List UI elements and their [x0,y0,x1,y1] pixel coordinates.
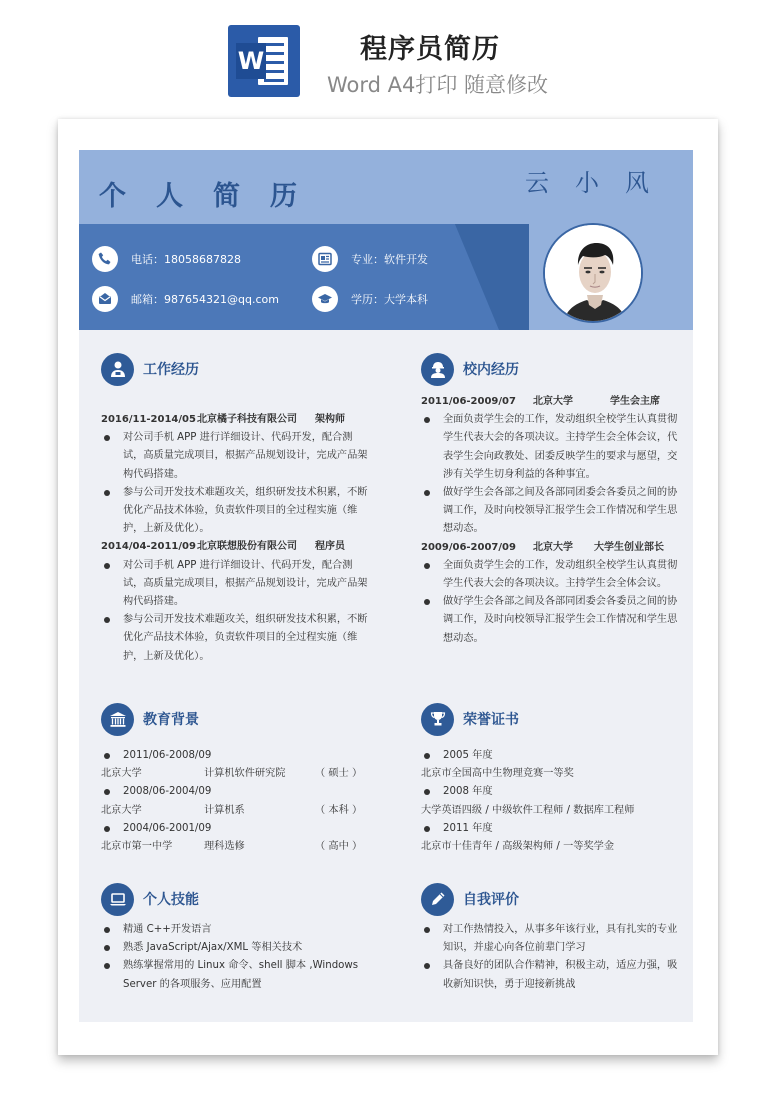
banner-title: 程序员简历 [360,34,500,65]
list-item: 做好学生会各部之间及各部同团委会各委员之间的协调工作，及时向校领导汇报学生会工作情况和学生思想动态。 [421,593,681,648]
list-item: 对公司手机 APP 进行详细设计、代码开发，配合测试，高质量完成项目，根据产品规划设计，完成产品架构代码搭建。 [101,429,371,484]
list-item: 熟练掌握常用的 Linux 命令、shell 脚本 ,Windows Server 的各项服务、应用配置 [101,957,371,993]
banner-subtitle: Word A4打印 随意修改 [327,73,549,97]
person-icon [101,353,134,386]
section-campus [421,352,681,648]
graduation-cap-icon [312,286,338,312]
list-item: 参与公司开发技术难题攻关，组织研发技术积累，不断优化产品技术体验，负责软件项目的全过程实施（维护，上新及优化）。 [101,611,371,666]
honor-year: 2008 年度 [421,783,681,801]
list-item: 具备良好的团队合作精神，积极主动，适应力强，吸收新知识快，勇于迎接新挑战 [421,957,683,993]
section-self-eval [421,882,683,994]
list-item: 全面负责学生会的工作，发动组织全校学生认真贯彻学生代表大会的各项决议。主持学生会全体会议。 [421,557,681,593]
section-education [101,702,371,856]
resume-paper [58,119,718,1055]
edu-row: 北京市第一中学 理科选修 （ 高中 ） [101,841,363,853]
word-logo-letter: W [236,43,266,79]
campus-duties [421,557,681,648]
avatar [543,223,643,323]
edu-row: 北京大学 计算机软件研究院 （ 硕士 ） [101,768,363,780]
resume-title: 个人简历 [99,181,327,212]
job-duties [101,557,371,666]
skills-list [101,921,371,994]
honor-year: 2011 年度 [421,820,681,838]
list-item: 对工作热情投入，从事多年该行业，具有扎实的专业知识，并虚心向各位前辈门学习 [421,921,683,957]
list-item: 熟悉 JavaScript/Ajax/XML 等相关技术 [101,939,371,957]
honor-detail: 北京市全国高中生物理竞赛一等奖 [421,768,574,780]
phone-icon [92,246,118,272]
section-skills [101,882,371,994]
job-heading: 2014/04-2011/09北京联想股份有限公司 程序员 [101,541,345,553]
resume-sheet [79,150,693,1022]
word-logo-icon [228,25,300,97]
honor-detail: 大学英语四级 / 中级软件工程师 / 数据库工程师 [421,804,635,816]
section-title-self-eval: 自我评价 [463,892,519,908]
laptop-icon [101,883,134,916]
campus-heading: 2011/06-2009/07 北京大学 学生会主席 [421,396,660,407]
job-duties [101,429,371,538]
section-title-education: 教育背景 [143,712,199,728]
top-banner [0,0,774,110]
job-heading: 2016/11-2014/05北京橘子科技有限公司 架构师 [101,414,345,425]
self-eval-list [421,921,683,994]
trophy-icon [421,703,454,736]
pencil-icon [421,883,454,916]
list-item: 全面负责学生会的工作，发动组织全校学生认真贯彻学生代表大会的各项决议。主持学生会全体会议，代表学生会向政教处、团委反映学生的要求与愿望，交涉有关学生切身利益的各种事宜。 [421,411,681,484]
edu-row: 北京大学 计算机系 （ 本科 ） [101,804,363,816]
mail-icon [92,286,118,312]
contact-phone: 电话：18058687828 [92,246,241,272]
building-icon [101,703,134,736]
section-work [101,352,371,666]
header-stripe-front [79,224,499,330]
honor-detail: 北京市十佳青年 / 高级架构师 / 一等奖学金 [421,841,615,853]
campus-duties [421,411,681,538]
edu-period: 2011/06-2008/09 [101,747,371,765]
contact-major: 专业：软件开发 [312,246,428,272]
worker-icon [421,353,454,386]
section-title-campus: 校内经历 [463,362,519,378]
edu-period: 2004/06-2001/09 [101,820,371,838]
list-item: 做好学生会各部之间及各部同团委会各委员之间的协调工作，及时向校领导汇报学生会工作情况和学生思想动态。 [421,484,681,539]
contact-email: 邮箱：987654321@qq.com [92,286,279,312]
section-title-honors: 荣誉证书 [463,712,519,728]
campus-heading: 2009/06-2007/09 北京大学 大学生创业部长 [421,541,664,553]
list-item: 精通 C++开发语言 [101,921,371,939]
section-honors [421,702,681,856]
list-item: 对公司手机 APP 进行详细设计、代码开发，配合测试，高质量完成项目，根据产品规划设计，完成产品架构代码搭建。 [101,557,371,612]
contact-degree: 学历：大学本科 [312,286,428,312]
resume-name: 云小风 [525,169,675,197]
list-item: 参与公司开发技术难题攻关，组织研发技术积累，不断优化产品技术体验，负责软件项目的全过程实施（维护，上新及优化）。 [101,484,371,539]
honor-year: 2005 年度 [421,747,681,765]
document-icon [312,246,338,272]
section-title-skills: 个人技能 [143,892,199,908]
section-title-work: 工作经历 [143,362,199,378]
edu-period: 2008/06-2004/09 [101,783,371,801]
